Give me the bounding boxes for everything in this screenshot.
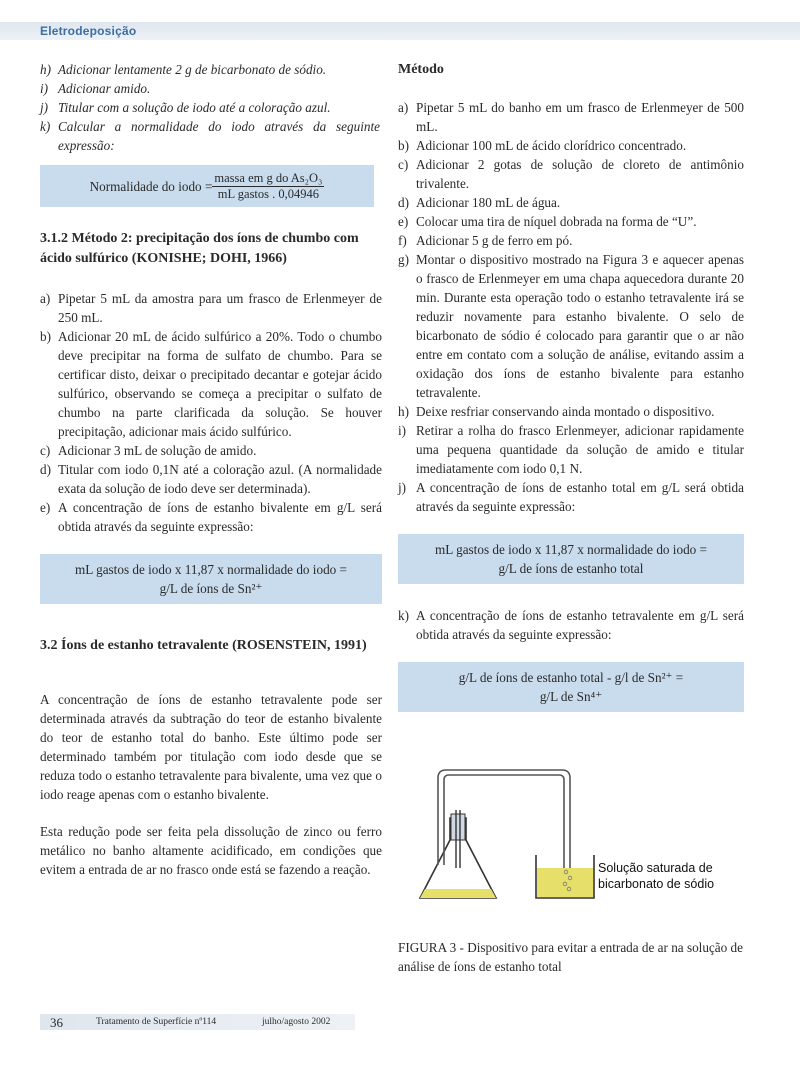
section-header: Eletrodeposição [40, 24, 137, 38]
formula-fraction: $\frac{\text{massa em g do As₂O₃}}{\text{mL gastos . 0,04946}}$ [214, 170, 323, 201]
formula-sn2: mL gastos de iodo x 11,87 x normalidade do iodo = g/L de íons de Sn²⁺ [40, 554, 382, 604]
list-item: a) Pipetar 5 mL do banho em um frasco de Erlenmeyer de 500 mL. [398, 100, 744, 134]
list-item: d) Titular com iodo 0,1N até a coloração azul. (A normalidade exata da solução de iodo deve ser determinada). [40, 462, 382, 496]
list-item: h) Deixe resfriar conservando ainda montado o dispositivo. [398, 404, 715, 419]
list-item: i) Retirar a rolha do frasco Erlenmeyer, adicionar rapidamente uma pequena quantidade da solução de amido e titular imediatamente com iodo 0,1 N. [398, 423, 744, 476]
journal-name: Tratamento de Superfície nº114 [96, 1017, 217, 1027]
list-item: b) Adicionar 100 mL de ácido clorídrico concentrado. [398, 138, 687, 153]
list-item: c) Adicionar 2 gotas de solução de cloreto de antimônio trivalente. [398, 157, 744, 191]
method-title: Método [398, 62, 444, 77]
list-item: e) Colocar uma tira de níquel dobrada na forma de “U”. [398, 214, 697, 229]
formula-total: mL gastos de iodo x 11,87 x normalidade do iodo = g/L de íons de estanho total [398, 534, 744, 584]
section-title-32: 3.2 Íons de estanho tetravalente (ROSENSTEIN, 1991) [40, 638, 367, 653]
formula-lhs: Normalidade do iodo = [89, 178, 213, 194]
footer [40, 1014, 355, 1030]
flask-liquid [420, 889, 496, 898]
steps-a-e [40, 289, 382, 536]
paragraph: Esta redução pode ser feita pela dissolução de zinco ou ferro metálico no banho altamente acidificado, em condições que evitem a entrada de ar no frasco onde está se fazendo a reação. [40, 824, 382, 877]
list-item: e) A concentração de íons de estanho bivalente em g/L será obtida através da seguinte expressão: [40, 500, 382, 534]
list-item: a) Pipetar 5 mL da amostra para um frasco de Erlenmeyer de 250 mL. [40, 291, 382, 325]
list-item: k) A concentração de íons de estanho tetravalente em g/L será obtida através da seguinte expressão: [398, 608, 744, 642]
section-title-312: 3.1.2 Método 2: precipitação dos íons de chumbo com ácido sulfúrico (KONISHE; DOHI, 1966) [40, 231, 359, 266]
formula-sn4: g/L de íons de estanho total - g/l de Sn²⁺ = g/L de Sn⁴⁺ [398, 662, 744, 712]
list-item: b) Adicionar 20 mL de ácido sulfúrico a 20%. Todo o chumbo deve precipitar na forma de sulfato de chumbo. Para se certificar disto, deixar o precipitado decantar e gotejar ácido sulfúrico, observando se começa a precipitar o sulfato de chumbo na parte clarificada da solução. Se houver precipitação, adicionar mais ácido sulfúrico. [40, 329, 382, 439]
list-item: k) Calcular a normalidade do iodo através da seguinte expressão: [40, 119, 380, 153]
method-steps [398, 98, 744, 516]
list-item: f) Adicionar 5 g de ferro em pó. [398, 233, 573, 248]
list-item: j) Titular com a solução de iodo até a coloração azul. [40, 100, 331, 115]
figure-label: Solução saturada de bicarbonato de sódio [598, 861, 715, 891]
figure-caption: FIGURA 3 - Dispositivo para evitar a entrada de ar na solução de análise de íons de estanho total [398, 940, 743, 974]
page-number: 36 [50, 1015, 63, 1030]
steps-h-k [40, 60, 382, 155]
list-item: i) Adicionar amido. [40, 81, 151, 96]
paragraph: A concentração de íons de estanho tetravalente pode ser determinada através da subtração do teor de estanho bivalente do teor de estanho total do banho. Este último pode ser determinado também por titulação com iodo desde que se reduza todo o estanho tetravalente para bivalente, uma vez que o iodo reage apenas com o estanho bivalente. [40, 692, 382, 802]
list-item: c) Adicionar 3 mL de solução de amido. [40, 443, 257, 458]
right-column [398, 60, 744, 712]
list-item: j) A concentração de íons de estanho total em g/L será obtida através da seguinte expressão: [398, 480, 744, 514]
formula-normalidade [40, 165, 374, 207]
list-item: d) Adicionar 180 mL de água. [398, 195, 561, 210]
issue-date: julho/agosto 2002 [262, 1017, 331, 1027]
list-item: h) Adicionar lentamente 2 g de bicarbonato de sódio. [40, 62, 327, 77]
figure-3 [398, 760, 748, 915]
list-item: g) Montar o dispositivo mostrado na Figura 3 e aquecer apenas o frasco de Erlenmeyer em uma chapa aquecedora durante 20 min. Durante esta operação todo o estanho tetravalente irá se reduzir novamente para estanho bivalente. O selo de bicarbonato de sódio é colocado para garantir que o ar não entre em contato com a solução de análise, evitando assim a oxidação dos íons de estanho bivalente para estanho tetravalente. [398, 252, 744, 400]
left-column [40, 60, 382, 879]
